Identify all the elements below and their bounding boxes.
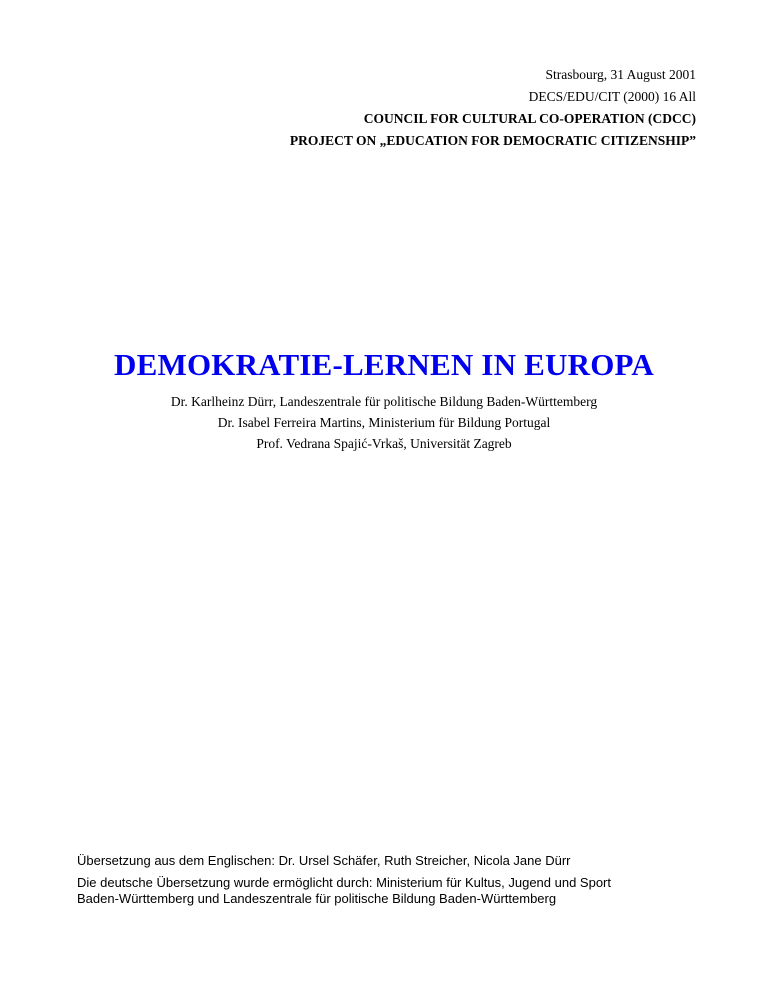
author-list xyxy=(0,391,768,454)
translators-line: Übersetzung aus dem Englischen: Dr. Ursel Schäfer, Ruth Streicher, Nicola Jane Dürr xyxy=(77,853,571,868)
document-title: DEMOKRATIE-LERNEN IN EUROPA xyxy=(114,347,654,382)
place-date: Strasbourg, 31 August 2001 xyxy=(545,67,696,82)
author-3: Prof. Vedrana Spajić-Vrkaš, Universität Zagreb xyxy=(256,436,512,451)
author-1: Dr. Karlheinz Dürr, Landeszentrale für politische Bildung Baden-Württemberg xyxy=(170,394,598,409)
sponsor-line-2: Baden-Württemberg und Landeszentrale für politische Bildung Baden-Württemberg xyxy=(77,891,557,906)
project-name: PROJECT ON „EDUCATION FOR DEMOCRATIC CITIZENSHIP” xyxy=(289,133,696,148)
author-2: Dr. Isabel Ferreira Martins, Ministerium für Bildung Portugal xyxy=(217,415,551,430)
document-header xyxy=(290,64,696,152)
translation-credits xyxy=(77,853,611,907)
sponsor-line-1: Die deutsche Übersetzung wurde ermöglicht durch: Ministerium für Kultus, Jugend und Sport xyxy=(77,875,611,890)
council-name: COUNCIL FOR CULTURAL CO-OPERATION (CDCC) xyxy=(363,111,696,126)
document-reference: DECS/EDU/CIT (2000) 16 All xyxy=(528,89,696,104)
